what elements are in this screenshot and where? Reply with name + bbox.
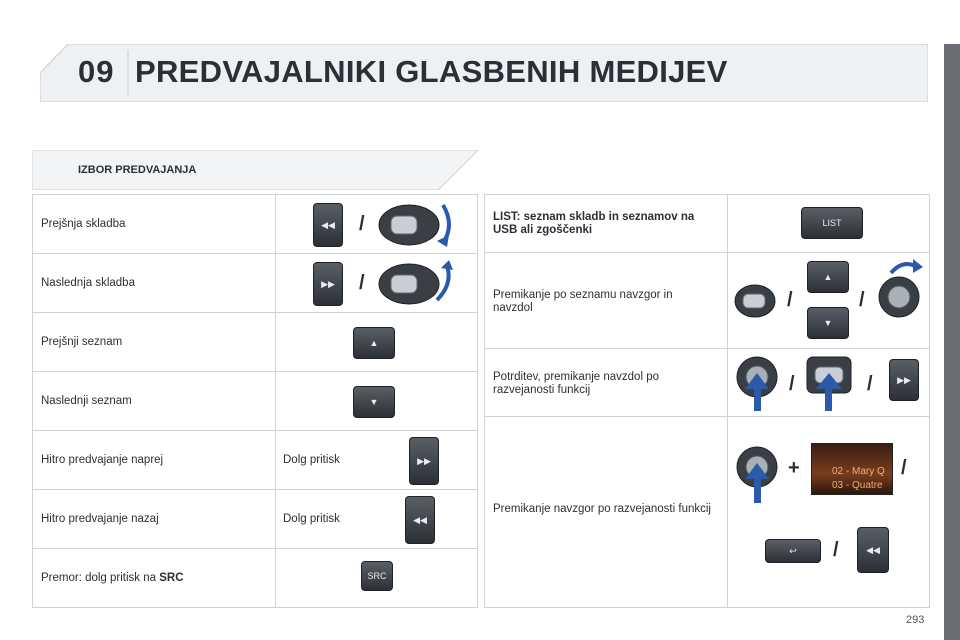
back-button[interactable]: ↩: [765, 539, 821, 563]
row-label: [41, 572, 184, 585]
list-down-button[interactable]: ▼: [353, 386, 395, 418]
row-label: LIST: seznam skladb in seznamov na USB ali zgoščenki: [493, 211, 695, 236]
row-label: Naslednji seznam: [41, 395, 132, 407]
row-label: Premikanje po seznamu navzgor in navzdol: [493, 289, 673, 314]
page-number: 293: [906, 614, 925, 626]
table-row: [485, 417, 929, 609]
row-label: Naslednja skladba: [41, 277, 135, 289]
left-table: [32, 194, 478, 608]
separator-slash: /: [789, 373, 795, 395]
rotary-knob-icon[interactable]: [877, 257, 925, 321]
screen-track-line: 03 - Quatre: [832, 480, 883, 491]
screen-track-line: 02 - Mary Q: [832, 466, 885, 477]
section-label: IZBOR PREDVAJANJA: [78, 164, 197, 176]
table-row: [485, 253, 929, 349]
right-table: [484, 194, 930, 608]
separator-slash: /: [859, 289, 865, 311]
list-up-button[interactable]: ▲: [353, 327, 395, 359]
separator-slash: /: [359, 272, 365, 294]
separator-slash: /: [787, 289, 793, 311]
row-label: Prejšnji seznam: [41, 336, 123, 348]
steering-control-press-icon[interactable]: [805, 355, 855, 415]
row-label: Potrditev, premikanje navzdol po razvejanosti funkcij: [493, 371, 659, 396]
page-title: PREDVAJALNIKI GLASBENIH MEDIJEV: [135, 54, 728, 89]
separator-slash: /: [901, 457, 907, 479]
fast-forward-button[interactable]: ▶▶: [409, 437, 439, 485]
prev-track-button[interactable]: ◀◀: [857, 527, 889, 573]
src-button[interactable]: SRC: [361, 561, 393, 591]
steering-control-up-icon[interactable]: [377, 260, 457, 308]
table-row: [33, 254, 477, 313]
separator-slash: /: [359, 213, 365, 235]
table-row: [33, 313, 477, 372]
list-button[interactable]: LIST: [801, 207, 863, 239]
rewind-button[interactable]: ◀◀: [405, 496, 435, 544]
side-tab-bar: [944, 44, 960, 640]
row-label: Prejšnja skladba: [41, 218, 126, 230]
separator-plus: +: [788, 457, 800, 479]
chapter-number: 09: [78, 54, 115, 89]
list-down-button[interactable]: ▼: [807, 307, 849, 339]
table-row: [33, 490, 477, 549]
table-row: [485, 195, 929, 253]
list-up-button[interactable]: ▲: [807, 261, 849, 293]
row-label-bold: SRC: [159, 572, 184, 584]
table-row: [33, 195, 477, 254]
row-label: Premikanje navzgor po razvejanosti funkcij: [493, 503, 711, 515]
row-label-text: Premor: dolg pritisk na: [41, 572, 160, 584]
table-row: [33, 431, 477, 490]
table-row: [33, 549, 477, 609]
next-track-button[interactable]: ▶▶: [889, 359, 919, 401]
steering-control-down-icon[interactable]: [377, 201, 457, 249]
display-screen: [811, 443, 893, 495]
separator-slash: /: [867, 373, 873, 395]
row-label: Hitro predvajanje nazaj: [41, 513, 159, 525]
rotary-knob-press-icon[interactable]: [735, 355, 783, 415]
next-track-button[interactable]: ▶▶: [313, 262, 343, 306]
row-note: Dolg pritisk: [283, 454, 340, 466]
rotary-knob-press-icon[interactable]: [735, 445, 783, 507]
separator-slash: /: [833, 539, 839, 561]
prev-track-button[interactable]: ◀◀: [313, 203, 343, 247]
table-row: [33, 372, 477, 431]
row-label: Hitro predvajanje naprej: [41, 454, 164, 466]
steering-control-icon[interactable]: [733, 283, 777, 319]
table-row: [485, 349, 929, 417]
row-note: Dolg pritisk: [283, 513, 340, 525]
